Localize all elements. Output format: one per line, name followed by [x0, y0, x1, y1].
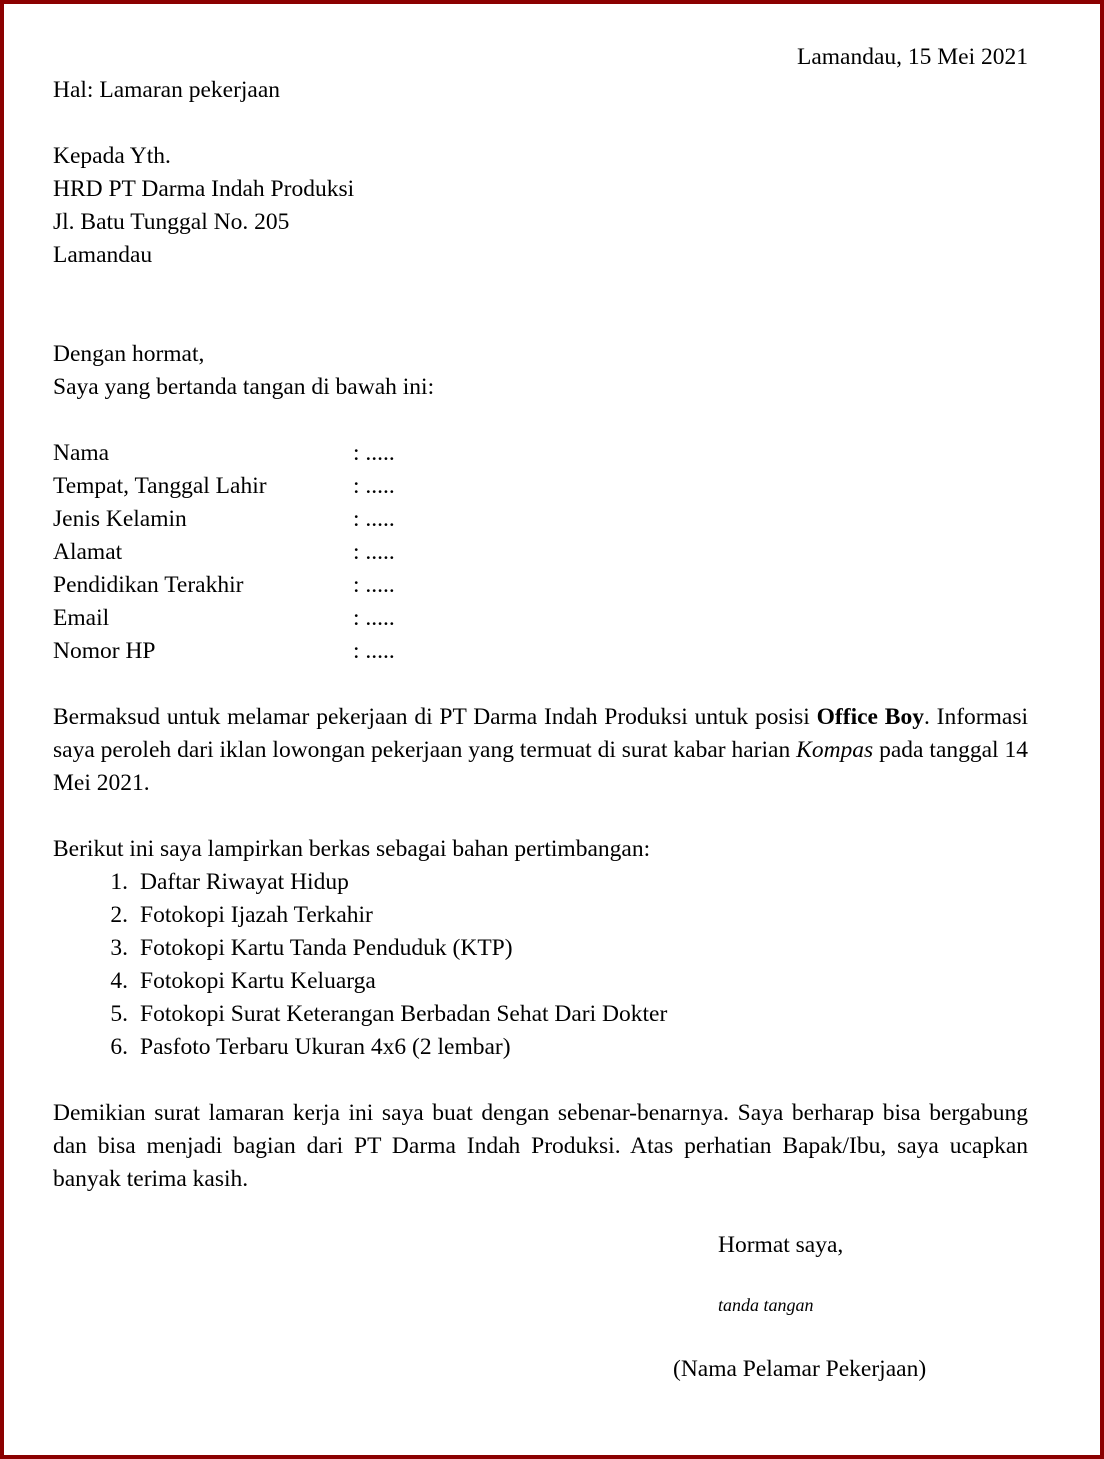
field-row [53, 635, 1028, 668]
letter-body [53, 41, 1028, 1386]
list-item: 1. Daftar Riwayat Hidup [110, 869, 349, 895]
field-label: Jenis Kelamin [53, 506, 187, 532]
field-row [53, 503, 1028, 536]
field-value: : ..... [353, 638, 395, 664]
recipient-block [53, 140, 1028, 272]
applicant-fields [53, 437, 1028, 668]
field-value: : ..... [353, 539, 395, 565]
list-item: 5. Fotokopi Surat Keterangan Berbadan Sehat Dari Dokter [110, 1001, 668, 1027]
field-row [53, 536, 1028, 569]
date-line: Lamandau, 15 Mei 2021 [796, 44, 1028, 70]
signature-placeholder: tanda tangan [718, 1295, 814, 1315]
subject-line: Hal: Lamaran pekerjaan [53, 77, 281, 103]
field-label: Pendidikan Terakhir [53, 572, 244, 598]
recipient-line: Jl. Batu Tunggal No. 205 [53, 209, 290, 235]
signoff: Hormat saya, [718, 1232, 844, 1258]
field-row [53, 437, 1028, 470]
signer-name: (Nama Pelamar Pekerjaan) [673, 1356, 927, 1382]
attachments-list [53, 866, 1028, 1064]
list-item: 6. Pasfoto Terbaru Ukuran 4x6 (2 lembar) [110, 1034, 511, 1060]
field-label: Email [53, 605, 110, 631]
recipient-line: HRD PT Darma Indah Produksi [53, 176, 355, 202]
list-item: 3. Fotokopi Kartu Tanda Penduduk (KTP) [110, 935, 513, 961]
recipient-line: Kepada Yth. [53, 143, 171, 169]
application-paragraph: Bermaksud untuk melamar pekerjaan di PT Darma Indah Produksi untuk posisi Office Boy. Informasi saya peroleh dari iklan lowongan pekerjaan yang termuat di surat kabar harian Kompas pada tanggal 14 Mei 2021. [53, 704, 1029, 796]
field-value: : ..... [353, 572, 395, 598]
field-value: : ..... [353, 473, 395, 499]
field-row [53, 569, 1028, 602]
newspaper-name: Kompas [796, 737, 874, 763]
field-label: Tempat, Tanggal Lahir [53, 473, 267, 499]
list-item: 4. Fotokopi Kartu Keluarga [110, 968, 376, 994]
field-value: : ..... [353, 440, 395, 466]
field-value: : ..... [353, 506, 395, 532]
field-label: Alamat [53, 539, 123, 565]
list-item: 2. Fotokopi Ijazah Terkahir [110, 902, 373, 928]
intro: Saya yang bertanda tangan di bawah ini: [53, 374, 435, 400]
closing-paragraph: Demikian surat lamaran kerja ini saya buat dengan sebenar-benarnya. Saya berharap bisa bergabung dan bisa menjadi bagian dari PT Darma Indah Produksi. Atas perhatian Bapak/Ibu, saya ucapkan banyak terima kasih. [53, 1100, 1028, 1192]
field-row [53, 470, 1028, 503]
recipient-line: Lamandau [53, 242, 153, 268]
field-value: : ..... [353, 605, 395, 631]
position-name: Office Boy [816, 704, 924, 730]
greeting: Dengan hormat, [53, 341, 205, 367]
field-label: Nomor HP [53, 638, 156, 664]
attachments-intro: Berikut ini saya lampirkan berkas sebagai bahan pertimbangan: [53, 836, 651, 862]
field-label: Nama [53, 440, 110, 466]
field-row [53, 602, 1028, 635]
